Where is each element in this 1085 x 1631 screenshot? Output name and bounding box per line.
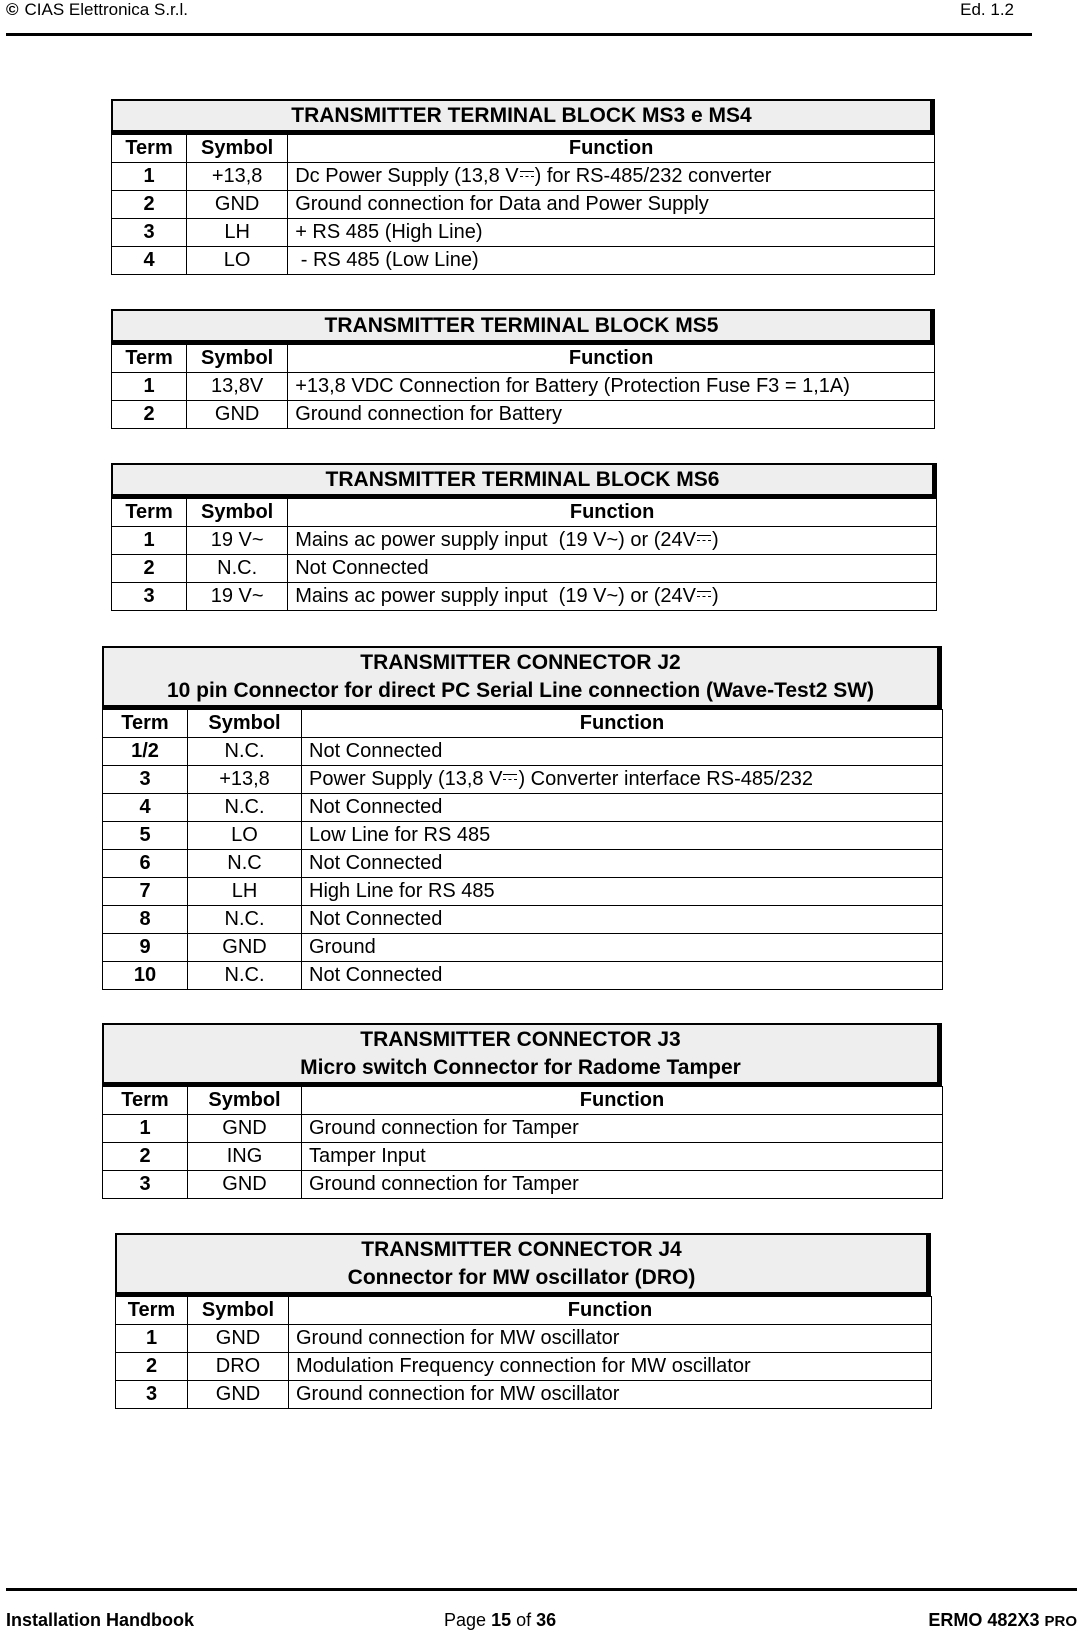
footer-product: ERMO 482X3 PRO — [928, 1610, 1077, 1630]
symbol-cell: DRO — [188, 1353, 289, 1381]
pinout-table — [115, 1296, 932, 1409]
table-title-line: TRANSMITTER CONNECTOR J2 — [360, 651, 681, 674]
function-cell — [302, 766, 943, 794]
function-text: Ground connection for Tamper — [309, 1173, 579, 1195]
function-text: High Line for RS 485 — [309, 880, 495, 902]
term-column-header: Term — [112, 499, 187, 527]
table-title-line: TRANSMITTER CONNECTOR J4 — [361, 1238, 682, 1261]
table-row — [103, 934, 943, 962]
term-cell: 4 — [112, 247, 187, 275]
table-row — [103, 850, 943, 878]
header-row — [116, 1297, 932, 1325]
pinout-table — [111, 344, 935, 429]
symbol-cell: GND — [187, 401, 288, 429]
term-cell: 1 — [116, 1325, 188, 1353]
function-column-header: Function — [288, 345, 935, 373]
function-text: Not Connected — [309, 964, 443, 986]
term-cell: 8 — [103, 906, 188, 934]
symbol-cell: GND — [188, 1171, 302, 1199]
function-cell — [302, 934, 943, 962]
function-column-header: Function — [288, 499, 937, 527]
table-title-line: TRANSMITTER TERMINAL BLOCK MS6 — [325, 468, 720, 491]
dc-symbol-icon — [520, 171, 534, 181]
term-cell: 2 — [103, 1143, 188, 1171]
pinout-table — [102, 709, 943, 990]
function-column-header: Function — [302, 1087, 943, 1115]
term-column-header: Term — [112, 135, 187, 163]
function-text: Not Connected — [309, 852, 443, 874]
function-cell — [302, 906, 943, 934]
table-title-line: TRANSMITTER TERMINAL BLOCK MS5 — [324, 314, 719, 337]
function-cell — [289, 1381, 932, 1409]
table-ms6 — [111, 463, 937, 611]
symbol-column-header: Symbol — [188, 710, 302, 738]
term-column-header: Term — [116, 1297, 188, 1325]
table-row — [116, 1353, 932, 1381]
symbol-cell: N.C. — [188, 738, 302, 766]
symbol-cell: GND — [188, 934, 302, 962]
table-row — [103, 766, 943, 794]
table-row — [103, 878, 943, 906]
term-cell: 10 — [103, 962, 188, 990]
symbol-cell: GND — [187, 191, 288, 219]
symbol-cell: 13,8V — [187, 373, 288, 401]
company-name: CIAS Elettronica S.r.l. — [24, 0, 188, 19]
function-text: Ground — [309, 936, 376, 958]
term-cell: 7 — [103, 878, 188, 906]
term-column-header: Term — [112, 345, 187, 373]
term-cell: 2 — [116, 1353, 188, 1381]
footer-handbook: Installation Handbook — [6, 1610, 195, 1630]
table-title-line: 10 pin Connector for direct PC Serial Line connection (Wave-Test2 SW) — [166, 679, 875, 702]
symbol-column-header: Symbol — [187, 499, 288, 527]
header-row — [112, 135, 935, 163]
symbol-cell: LO — [188, 822, 302, 850]
table-row — [103, 794, 943, 822]
function-text: Not Connected — [309, 740, 443, 762]
header-row — [112, 345, 935, 373]
function-cell — [288, 527, 937, 555]
symbol-cell: +13,8 — [187, 163, 288, 191]
function-text: Mains ac power supply input (19 V~) or (24V — [295, 585, 696, 607]
symbol-cell: N.C. — [188, 962, 302, 990]
function-text: - RS 485 (Low Line) — [295, 249, 479, 271]
table-ms5 — [111, 309, 935, 429]
symbol-cell: GND — [188, 1325, 289, 1353]
term-column-header: Term — [103, 1087, 188, 1115]
page-header — [6, 0, 1032, 36]
page-footer — [6, 1588, 1077, 1631]
function-text: Tamper Input — [309, 1145, 426, 1167]
header-company — [6, 0, 188, 20]
function-text: Ground connection for Battery — [295, 403, 563, 425]
function-text: Dc Power Supply (13,8 V — [295, 165, 519, 187]
function-cell — [288, 401, 935, 429]
term-cell: 1/2 — [103, 738, 188, 766]
function-cell — [302, 822, 943, 850]
function-cell — [289, 1353, 932, 1381]
function-text: Ground connection for Tamper — [309, 1117, 579, 1139]
header-row — [103, 710, 943, 738]
function-text: Ground connection for MW oscillator — [296, 1383, 620, 1405]
symbol-cell: 19 V~ — [187, 527, 288, 555]
function-cell — [302, 1143, 943, 1171]
table-row — [103, 738, 943, 766]
pinout-table — [111, 134, 935, 275]
term-cell: 2 — [112, 401, 187, 429]
table-row — [112, 373, 935, 401]
function-column-header: Function — [289, 1297, 932, 1325]
term-cell: 3 — [112, 219, 187, 247]
term-cell: 3 — [112, 583, 187, 611]
term-cell: 3 — [103, 1171, 188, 1199]
function-cell — [302, 794, 943, 822]
function-cell — [302, 878, 943, 906]
dc-symbol-icon — [697, 535, 711, 545]
function-text: Ground connection for Data and Power Supply — [295, 193, 709, 215]
function-cell — [302, 1115, 943, 1143]
term-cell: 6 — [103, 850, 188, 878]
term-cell: 3 — [116, 1381, 188, 1409]
symbol-cell: +13,8 — [188, 766, 302, 794]
symbol-cell: GND — [188, 1381, 289, 1409]
term-cell: 1 — [112, 527, 187, 555]
function-text: Mains ac power supply input (19 V~) or (24V — [295, 529, 696, 551]
header-row — [112, 499, 937, 527]
table-row — [103, 962, 943, 990]
table-j4 — [115, 1233, 931, 1409]
function-cell — [288, 373, 935, 401]
symbol-cell: LO — [187, 247, 288, 275]
pinout-table — [111, 498, 937, 611]
header-row — [103, 1087, 943, 1115]
function-text-suffix: ) — [711, 585, 719, 607]
function-text-suffix: ) Converter interface RS-485/232 — [518, 768, 814, 790]
function-text-suffix: ) — [711, 529, 719, 551]
function-cell — [288, 219, 935, 247]
function-column-header: Function — [302, 710, 943, 738]
footer-page-number: Page 15 of 36 — [444, 1610, 557, 1630]
table-ms3-ms4 — [111, 99, 935, 275]
table-row — [103, 1115, 943, 1143]
table-title — [102, 1023, 942, 1086]
table-row — [103, 1143, 943, 1171]
function-text: Modulation Frequency connection for MW oscillator — [296, 1355, 751, 1377]
table-title — [115, 1233, 931, 1296]
table-row — [103, 1171, 943, 1199]
symbol-cell: N.C. — [187, 555, 288, 583]
term-cell: 1 — [103, 1115, 188, 1143]
table-title — [111, 463, 937, 498]
function-cell — [302, 1171, 943, 1199]
symbol-column-header: Symbol — [188, 1297, 289, 1325]
term-column-header: Term — [103, 710, 188, 738]
function-text: Ground connection for MW oscillator — [296, 1327, 620, 1349]
term-cell: 3 — [103, 766, 188, 794]
table-row — [112, 247, 935, 275]
table-row — [112, 219, 935, 247]
table-title-line: Connector for MW oscillator (DRO) — [347, 1266, 696, 1289]
term-cell: 1 — [112, 373, 187, 401]
function-text: Power Supply (13,8 V — [309, 768, 503, 790]
table-title-line: TRANSMITTER CONNECTOR J3 — [360, 1028, 681, 1051]
table-title-line: Micro switch Connector for Radome Tamper — [300, 1056, 741, 1079]
function-cell — [302, 962, 943, 990]
function-text: +13,8 VDC Connection for Battery (Protection Fuse F3 = 1,1A) — [295, 375, 850, 397]
function-text-suffix: ) for RS-485/232 converter — [534, 165, 772, 187]
function-text: Low Line for RS 485 — [309, 824, 491, 846]
table-j3 — [102, 1023, 942, 1199]
function-cell — [302, 850, 943, 878]
table-title — [111, 309, 935, 344]
term-cell: 4 — [103, 794, 188, 822]
table-title — [111, 99, 935, 134]
function-cell — [288, 191, 935, 219]
table-title — [102, 646, 942, 709]
dc-symbol-icon — [503, 774, 517, 784]
symbol-cell: N.C — [188, 850, 302, 878]
term-cell: 2 — [112, 191, 187, 219]
table-title-line: TRANSMITTER TERMINAL BLOCK MS3 e MS4 — [291, 104, 752, 127]
table-row — [116, 1325, 932, 1353]
edition: Ed. 1.2 — [960, 0, 1014, 19]
symbol-column-header: Symbol — [188, 1087, 302, 1115]
symbol-cell: 19 V~ — [187, 583, 288, 611]
function-cell — [288, 583, 937, 611]
table-row — [112, 527, 937, 555]
table-row — [103, 822, 943, 850]
function-cell — [288, 247, 935, 275]
symbol-cell: LH — [187, 219, 288, 247]
term-cell: 5 — [103, 822, 188, 850]
function-column-header: Function — [288, 135, 935, 163]
term-cell: 9 — [103, 934, 188, 962]
function-text: Not Connected — [295, 557, 429, 579]
table-row — [116, 1381, 932, 1409]
dc-symbol-icon — [697, 591, 711, 601]
symbol-cell: ING — [188, 1143, 302, 1171]
symbol-column-header: Symbol — [187, 135, 288, 163]
symbol-cell: N.C. — [188, 794, 302, 822]
function-cell — [288, 555, 937, 583]
symbol-cell: N.C. — [188, 906, 302, 934]
symbol-cell: LH — [188, 878, 302, 906]
copyright-icon: © — [6, 0, 19, 19]
term-cell: 2 — [112, 555, 187, 583]
table-row — [112, 163, 935, 191]
symbol-column-header: Symbol — [187, 345, 288, 373]
table-row — [112, 555, 937, 583]
function-cell — [288, 163, 935, 191]
function-text: Not Connected — [309, 796, 443, 818]
table-row — [112, 191, 935, 219]
term-cell: 1 — [112, 163, 187, 191]
table-row — [103, 906, 943, 934]
pinout-table — [102, 1086, 943, 1199]
function-cell — [289, 1325, 932, 1353]
table-row — [112, 401, 935, 429]
table-j2 — [102, 646, 942, 990]
function-text: Not Connected — [309, 908, 443, 930]
function-text: + RS 485 (High Line) — [295, 221, 483, 243]
function-cell — [302, 738, 943, 766]
symbol-cell: GND — [188, 1115, 302, 1143]
table-row — [112, 583, 937, 611]
